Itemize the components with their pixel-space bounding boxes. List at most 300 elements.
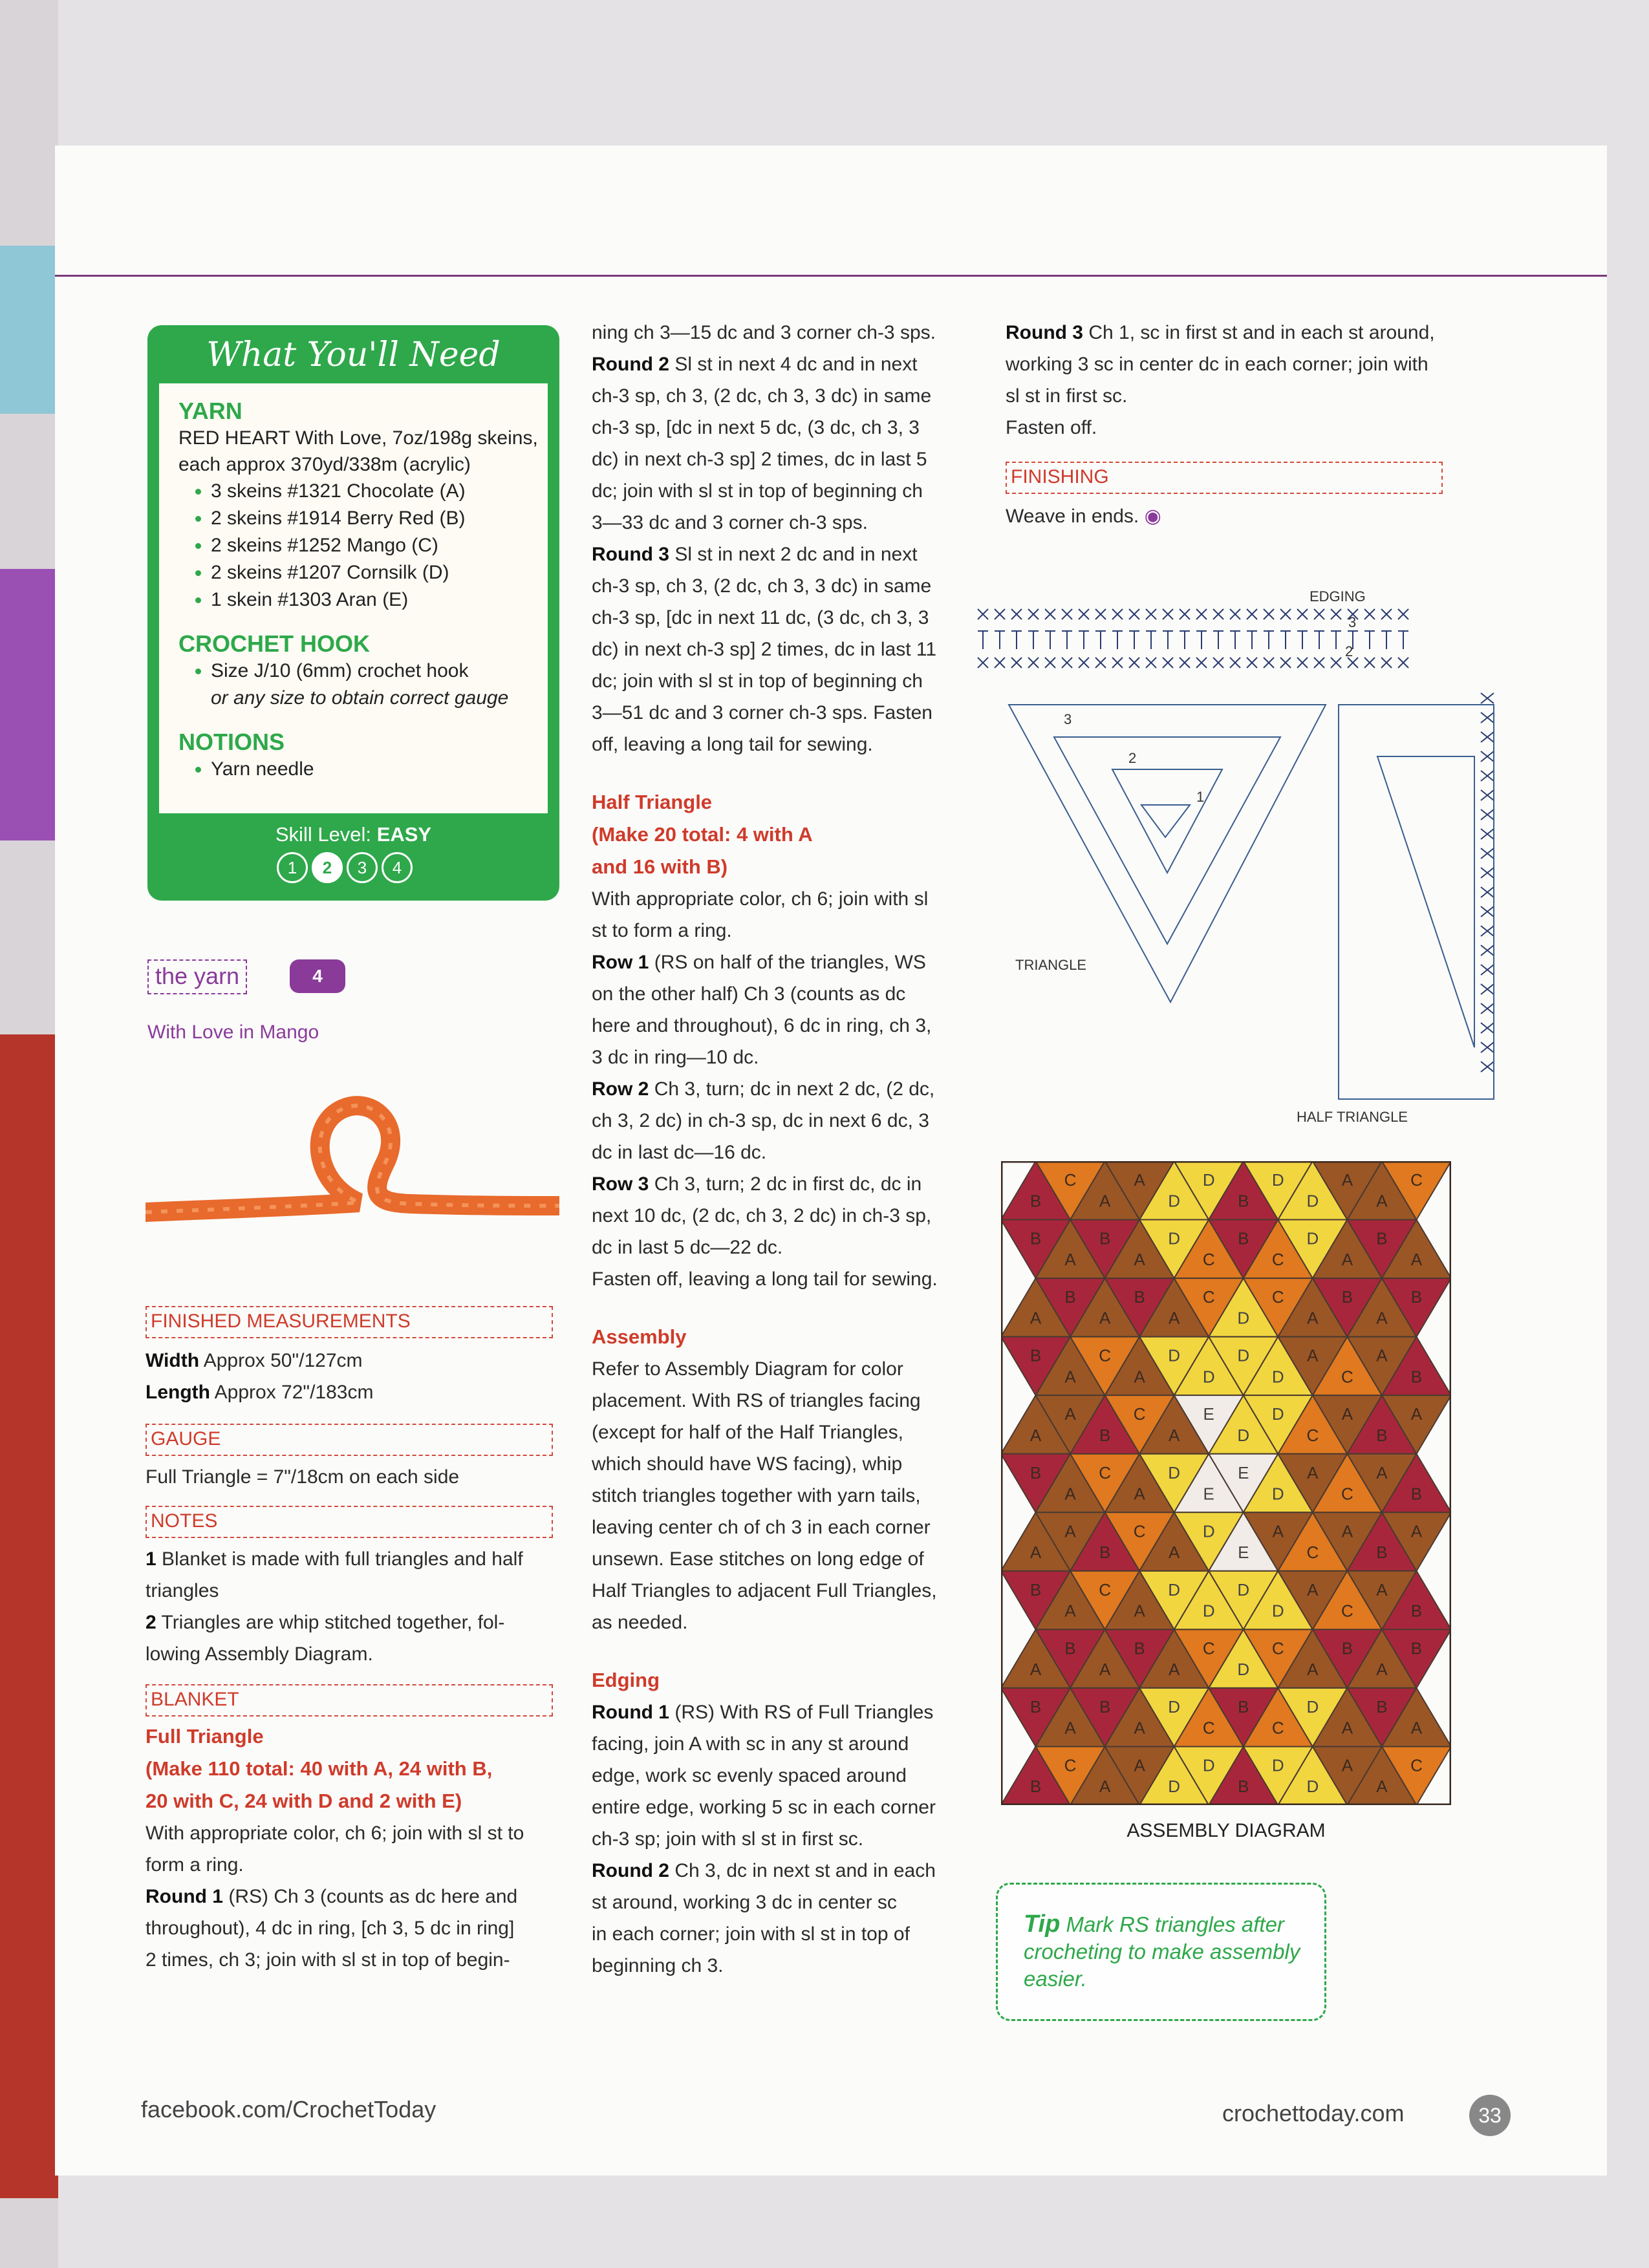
sc-stitch-symbol xyxy=(1146,609,1156,619)
dc-stitch-symbol xyxy=(1381,631,1392,649)
sc-stitch-symbol xyxy=(1011,609,1022,619)
assembly-triangle-label: D xyxy=(1271,1755,1284,1775)
sc-stitch-symbol xyxy=(1398,658,1408,668)
assembly-triangle-label: D xyxy=(1202,1755,1215,1775)
assembly-triangle-label: B xyxy=(1238,1228,1249,1248)
sc-stitch-symbol xyxy=(995,609,1005,619)
sc-stitch-symbol xyxy=(1481,809,1494,820)
sc-stitch-symbol xyxy=(1011,658,1022,668)
footer-website: crochettoday.com xyxy=(1222,2100,1405,2126)
assembly-triangle-label: A xyxy=(1064,1718,1076,1738)
sc-stitch-symbol xyxy=(1481,1023,1494,1033)
assembly-triangle-label: C xyxy=(1064,1755,1077,1775)
assembly-triangle-label: D xyxy=(1202,1601,1215,1621)
assembly-triangle-label: A xyxy=(1099,1777,1111,1797)
assembly-triangle-label: A xyxy=(1029,1542,1042,1562)
assembly-triangle-label: C xyxy=(1271,1287,1284,1307)
header-rule xyxy=(55,275,1607,277)
assembly-triangle-label: A xyxy=(1134,1601,1145,1621)
assembly-triangle-label: D xyxy=(1168,1579,1181,1599)
yarn-item: • 2 skeins #1252 Mango (C) xyxy=(211,532,541,559)
sc-stitch-symbol xyxy=(1481,1042,1494,1053)
assembly-triangle-label: B xyxy=(1099,1696,1111,1717)
dc-stitch-symbol xyxy=(1095,631,1106,649)
tip-box xyxy=(996,1883,1326,2021)
assembly-triangle-label: B xyxy=(1238,1696,1249,1717)
assembly-diagram-caption: ASSEMBLY DIAGRAM xyxy=(1126,1820,1326,1841)
assembly-triangle-label: C xyxy=(1202,1638,1215,1658)
assembly-triangle-label: A xyxy=(1029,1308,1042,1328)
page-number: 33 xyxy=(1469,2095,1511,2136)
assembly-triangle-label: B xyxy=(1029,1777,1042,1797)
assembly-triangle-label: B xyxy=(1376,1425,1388,1445)
yarn-badge-label: the yarn xyxy=(155,963,240,989)
sc-stitch-symbol xyxy=(1079,609,1089,619)
assembly-triangle-label: B xyxy=(1029,1191,1042,1211)
gauge-text: Full Triangle = 7"/18cm on each side xyxy=(146,1466,460,1488)
dc-stitch-symbol xyxy=(1196,631,1207,649)
dc-stitch-symbol xyxy=(1079,631,1089,649)
chart-round-number: 3 xyxy=(1348,614,1357,630)
skill-level-2-selected: 2 xyxy=(312,852,343,883)
assembly-triangle-label: A xyxy=(1029,1659,1042,1679)
sc-stitch-symbol xyxy=(995,658,1005,668)
assembly-triangle-label: A xyxy=(1099,1659,1111,1679)
materials-list xyxy=(159,383,548,813)
assembly-text: Refer to Assembly Diagram for color placement. With RS of triangles facing (except for half of the Half Triangles, which should have WS facing), whip stitch triangles together with yarn tails, leaving center ch of ch 3 in each corner unsewn. Ease stitches on long edge of Half Triangles to adjacent Full Triangles, as needed. xyxy=(592,1358,937,1633)
assembly-diagram xyxy=(1001,1161,1451,1805)
assembly-triangle-label: C xyxy=(1341,1484,1353,1504)
dc-stitch-symbol xyxy=(1230,631,1240,649)
chart-round-number: 2 xyxy=(1128,750,1137,766)
skill-level-scale xyxy=(277,852,413,883)
sc-stitch-symbol xyxy=(1481,790,1494,800)
assembly-triangle-label: A xyxy=(1134,1484,1145,1504)
assembly-triangle-label: A xyxy=(1169,1308,1180,1328)
sc-stitch-symbol xyxy=(1028,609,1039,619)
half-triangle-title: Half Triangle xyxy=(592,791,713,813)
assembly-triangle-label: A xyxy=(1341,1718,1353,1738)
sc-stitch-symbol xyxy=(1481,848,1494,859)
half-triangle-intro: With appropriate color, ch 6; join with sl st to form a ring. xyxy=(592,888,929,941)
sc-stitch-symbol xyxy=(1163,609,1173,619)
notions-item: • Yarn needle xyxy=(211,756,541,783)
half-triangle-row-1: Row 1 (RS on half of the triangles, WS on the other half) Ch 3 (counts as dc here and throughout), 6 dc in ring, ch 3, 3 dc in ring—10 dc. xyxy=(592,952,932,1068)
dc-stitch-symbol xyxy=(1280,631,1291,649)
sc-stitch-symbol xyxy=(1481,693,1494,703)
assembly-triangle-label: D xyxy=(1237,1659,1250,1679)
dc-stitch-symbol xyxy=(1297,631,1308,649)
sc-stitch-symbol xyxy=(1481,712,1494,723)
assembly-triangle-label: C xyxy=(1271,1250,1284,1270)
assembly-triangle-label: B xyxy=(1064,1287,1076,1307)
assembly-triangle-label: A xyxy=(1134,1170,1145,1190)
assembly-triangle-label: D xyxy=(1168,1462,1181,1482)
sc-stitch-symbol xyxy=(1481,887,1494,897)
sc-stitch-symbol xyxy=(1481,868,1494,878)
dc-stitch-symbol xyxy=(1213,631,1223,649)
sc-stitch-symbol xyxy=(1264,609,1274,619)
assembly-triangle-label: B xyxy=(1238,1777,1249,1797)
assembly-triangle-label: D xyxy=(1271,1170,1284,1190)
triangle-diagram xyxy=(1009,705,1494,1099)
assembly-triangle-label: A xyxy=(1341,1755,1353,1775)
assembly-title: Assembly xyxy=(592,1325,687,1348)
assembly-triangle-label: C xyxy=(1064,1170,1077,1190)
sc-stitch-symbol xyxy=(1398,609,1408,619)
chart-round-number: 3 xyxy=(1064,711,1072,727)
assembly-triangle-label: C xyxy=(1099,1579,1112,1599)
sc-stitch-symbol xyxy=(1079,658,1089,668)
assembly-triangle-label: A xyxy=(1272,1521,1284,1541)
assembly-triangle-label: D xyxy=(1202,1521,1215,1541)
sc-stitch-symbol xyxy=(1045,658,1055,668)
yarn-weight-icon: 4 xyxy=(290,959,345,993)
assembly-triangle-label: D xyxy=(1306,1228,1319,1248)
assembly-triangle-label: A xyxy=(1376,1659,1388,1679)
assembly-triangle-label: B xyxy=(1376,1542,1388,1562)
assembly-triangle-label: E xyxy=(1203,1484,1214,1504)
assembly-triangle-label: A xyxy=(1064,1367,1076,1387)
assembly-triangle-label: A xyxy=(1099,1308,1111,1328)
sc-stitch-symbol xyxy=(1230,609,1240,619)
sc-stitch-symbol xyxy=(1264,658,1274,668)
sc-stitch-symbol xyxy=(1062,609,1072,619)
sc-stitch-symbol xyxy=(1095,658,1106,668)
assembly-triangle-label: A xyxy=(1134,1250,1145,1270)
assembly-triangle-label: C xyxy=(1202,1250,1215,1270)
full-triangle-quantities: (Make 110 total: 40 with A, 24 with B, 20 with C, 24 with D and 2 with E) xyxy=(146,1757,493,1812)
dc-stitch-symbol xyxy=(1062,631,1072,649)
assembly-triangle-label: C xyxy=(1202,1287,1215,1307)
sc-stitch-symbol xyxy=(1364,658,1375,668)
assembly-triangle-label: B xyxy=(1099,1228,1111,1248)
assembly-triangle-label: B xyxy=(1376,1696,1388,1717)
assembly-triangle-label: B xyxy=(1134,1638,1145,1658)
assembly-triangle-label: A xyxy=(1169,1659,1180,1679)
dc-stitch-symbol xyxy=(1028,631,1039,649)
assembly-triangle-label: A xyxy=(1064,1521,1076,1541)
full-triangle-round-1: Round 1 (RS) Ch 3 (counts as dc here and throughout), 4 dc in ring, [ch 3, 5 dc in ring] 2 times, ch 3; join with sl st in top of begin- xyxy=(146,1886,518,1971)
assembly-triangle-label: A xyxy=(1169,1542,1180,1562)
assembly-triangle-label: B xyxy=(1029,1462,1042,1482)
full-triangle-round-3: Round 3 Sl st in next 2 dc and in next ch-3 sp, ch 3, (2 dc, ch 3, 3 dc) in same ch-3 sp, [dc in next 11 dc, (3 dc, ch 3, 3 dc) in next ch-3 sp] 2 times, dc in last 11 dc; join with sl st in top of beginning ch 3—51 dc and 3 corner ch-3 sps. Fasten off, leaving a long tail for sewing. xyxy=(592,544,937,755)
sc-stitch-symbol xyxy=(1247,658,1257,668)
sc-stitch-symbol xyxy=(1481,1062,1494,1072)
dc-stitch-symbol xyxy=(1146,631,1156,649)
sc-stitch-symbol xyxy=(1297,658,1308,668)
sc-stitch-symbol xyxy=(978,609,988,619)
sc-stitch-symbol xyxy=(1314,658,1324,668)
sc-stitch-symbol xyxy=(1213,609,1223,619)
chart-round-number: 1 xyxy=(1196,789,1205,805)
assembly-triangle-label: A xyxy=(1376,1462,1388,1482)
sc-stitch-symbol xyxy=(1481,945,1494,956)
chart-label-half-triangle: HALF TRIANGLE xyxy=(1297,1109,1408,1125)
assembly-triangle-label: C xyxy=(1271,1638,1284,1658)
assembly-triangle-label: C xyxy=(1306,1542,1319,1562)
full-triangle-round-2: Round 2 Sl st in next 4 dc and in next ch-3 sp, ch 3, (2 dc, ch 3, 3 dc) in same ch-3 sp, [dc in next 5 dc, (3 dc, ch 3, 3 dc) in next ch-3 sp] 2 times, dc in last 5 dc; join with sl st in top of beginning ch 3—33 dc and 3 corner ch-3 sps. xyxy=(592,354,932,533)
sc-stitch-symbol xyxy=(1481,751,1494,762)
skill-level: Skill Level: EASY xyxy=(275,823,432,846)
assembly-triangle-label: D xyxy=(1202,1367,1215,1387)
assembly-triangle-label: A xyxy=(1376,1191,1388,1211)
materials-title: What You'll Need xyxy=(206,336,501,374)
chart-round-number: 2 xyxy=(1345,643,1353,659)
assembly-triangle-label: C xyxy=(1341,1367,1353,1387)
sc-stitch-symbol xyxy=(1129,658,1139,668)
sc-stitch-symbol xyxy=(1280,658,1291,668)
assembly-triangle-label: D xyxy=(1237,1425,1250,1445)
edging-round-3: Round 3 Ch 1, sc in first st and in each st around, working 3 sc in center dc in each corner; join with sl st in first sc. Fasten off. xyxy=(1006,322,1435,438)
sc-stitch-symbol xyxy=(1331,658,1341,668)
dc-stitch-symbol xyxy=(978,631,988,649)
assembly-triangle-label: A xyxy=(1029,1425,1042,1445)
round-1-continued: ning ch 3—15 dc and 3 corner ch-3 sps. xyxy=(592,322,936,343)
materials-box xyxy=(147,325,559,901)
yarn-heading: YARN xyxy=(178,398,242,424)
assembly-triangle-label: B xyxy=(1029,1696,1042,1717)
assembly-triangle-label: B xyxy=(1376,1228,1388,1248)
hook-list xyxy=(178,658,541,712)
yarn-item: • 3 skeins #1321 Chocolate (A) xyxy=(211,478,541,505)
sc-stitch-symbol xyxy=(978,658,988,668)
assembly-triangle-label: A xyxy=(1064,1250,1076,1270)
sc-stitch-symbol xyxy=(1196,658,1207,668)
assembly-triangle-label: A xyxy=(1376,1579,1388,1599)
sc-stitch-symbol xyxy=(1213,658,1223,668)
assembly-triangle-label: C xyxy=(1099,1462,1112,1482)
yarn-badge xyxy=(147,959,247,994)
notions-list xyxy=(178,756,541,783)
assembly-triangle-label: A xyxy=(1134,1755,1145,1775)
length-line: Length Approx 72"/183cm xyxy=(146,1382,374,1403)
sc-stitch-symbol xyxy=(1331,609,1341,619)
half-triangle-row-3: Row 3 Ch 3, turn; 2 dc in first dc, dc in next 10 dc, (2 dc, ch 3, 2 dc) in ch-3 sp, dc in last 5 dc—22 dc. Fasten off, leaving a long tail for sewing. xyxy=(592,1173,938,1290)
hook-item: • Size J/10 (6mm) crochet hook or any size to obtain correct gauge xyxy=(211,658,541,712)
assembly-triangle-label: A xyxy=(1307,1659,1319,1679)
assembly-triangle-label: B xyxy=(1099,1542,1111,1562)
assembly-triangle-label: C xyxy=(1133,1521,1146,1541)
assembly-triangle-label: A xyxy=(1376,1777,1388,1797)
skill-level-4: 4 xyxy=(382,852,413,883)
assembly-triangle-label: B xyxy=(1410,1287,1423,1307)
blanket-heading: BLANKET xyxy=(146,1684,553,1717)
sc-stitch-symbol xyxy=(1481,771,1494,781)
sc-stitch-symbol xyxy=(1180,658,1190,668)
sc-stitch-symbol xyxy=(1297,609,1308,619)
assembly-triangle-label: B xyxy=(1238,1191,1249,1211)
assembly-triangle-label: D xyxy=(1306,1696,1319,1717)
assembly-triangle-label: E xyxy=(1203,1404,1214,1424)
assembly-triangle-label: A xyxy=(1134,1367,1145,1387)
yarn-item: • 1 skein #1303 Aran (E) xyxy=(211,586,541,614)
assembly-triangle-label: A xyxy=(1376,1308,1388,1328)
assembly-triangle-label: C xyxy=(1410,1170,1423,1190)
adjacent-page-strip xyxy=(0,0,58,2268)
assembly-triangle-label: D xyxy=(1271,1601,1284,1621)
assembly-triangle-label: B xyxy=(1410,1638,1423,1658)
assembly-triangle-label: A xyxy=(1410,1718,1423,1738)
assembly-triangle-label: D xyxy=(1237,1579,1250,1599)
sc-stitch-symbol xyxy=(1381,658,1392,668)
dc-stitch-symbol xyxy=(1314,631,1324,649)
assembly-triangle-label: D xyxy=(1168,1777,1181,1797)
assembly-triangle-label: B xyxy=(1134,1287,1145,1307)
stitch-chart xyxy=(976,582,1513,1138)
assembly-triangle-label: B xyxy=(1029,1579,1042,1599)
finished-measurements-heading: FINISHED MEASUREMENTS xyxy=(146,1306,553,1338)
sc-stitch-symbol xyxy=(1163,658,1173,668)
assembly-triangle-label: A xyxy=(1169,1425,1180,1445)
note-2: 2 Triangles are whip stitched together, fol- lowing Assembly Diagram. xyxy=(146,1612,505,1665)
assembly-triangle-label: B xyxy=(1341,1287,1353,1307)
assembly-triangle-label: B xyxy=(1341,1638,1353,1658)
half-triangle-row-2: Row 2 Ch 3, turn; dc in next 2 dc, (2 dc, ch 3, 2 dc) in ch-3 sp, dc in next 6 dc, 3 dc in last dc—16 dc. xyxy=(592,1078,935,1163)
dc-stitch-symbol xyxy=(1331,631,1341,649)
assembly-triangle-label: B xyxy=(1029,1345,1042,1365)
assembly-triangle-label: B xyxy=(1029,1228,1042,1248)
dc-stitch-symbol xyxy=(1398,631,1408,649)
sc-stitch-symbol xyxy=(1230,658,1240,668)
yarn-list xyxy=(178,478,541,614)
assembly-triangle-label: D xyxy=(1271,1367,1284,1387)
assembly-triangle-label: D xyxy=(1168,1228,1181,1248)
assembly-triangle-label: D xyxy=(1237,1345,1250,1365)
sc-stitch-symbol xyxy=(1062,658,1072,668)
assembly-triangle-label: A xyxy=(1410,1404,1423,1424)
assembly-triangle-label: D xyxy=(1202,1170,1215,1190)
edging-title: Edging xyxy=(592,1669,660,1691)
sc-stitch-symbol xyxy=(1481,1003,1494,1014)
yarn-description: RED HEART With Love, 7oz/198g skeins, each approx 370yd/338m (acrylic) xyxy=(178,427,538,475)
assembly-triangle-label: D xyxy=(1271,1404,1284,1424)
assembly-triangle-label: B xyxy=(1410,1484,1423,1504)
sc-stitch-symbol xyxy=(1045,609,1055,619)
assembly-triangle-label: A xyxy=(1410,1250,1423,1270)
sc-stitch-symbol xyxy=(1364,609,1375,619)
chart-label-edging: EDGING xyxy=(1310,588,1366,604)
full-triangle-title: Full Triangle xyxy=(146,1725,264,1748)
assembly-triangle-label: C xyxy=(1341,1601,1353,1621)
sc-stitch-symbol xyxy=(1481,906,1494,917)
sc-stitch-symbol xyxy=(1247,609,1257,619)
assembly-triangle-label: C xyxy=(1202,1718,1215,1738)
assembly-triangle-label: A xyxy=(1307,1579,1319,1599)
edging-round-1: Round 1 (RS) With RS of Full Triangles facing, join A with sc in any st around edge, work sc evenly spaced around entire edge, working 5 sc in each corner ch-3 sp; join with sl st in first sc. xyxy=(592,1702,936,1850)
yarn-item: • 2 skeins #1914 Berry Red (B) xyxy=(211,505,541,532)
assembly-triangle-label: D xyxy=(1168,1191,1181,1211)
dc-stitch-symbol xyxy=(1264,631,1274,649)
dc-stitch-symbol xyxy=(1112,631,1123,649)
yarn-item: • 2 skeins #1207 Cornsilk (D) xyxy=(211,559,541,586)
sc-stitch-symbol xyxy=(1180,609,1190,619)
dc-stitch-symbol xyxy=(1163,631,1173,649)
footer-facebook: facebook.com/CrochetToday xyxy=(141,2096,436,2123)
dc-stitch-symbol xyxy=(1180,631,1190,649)
tip-text: Tip Mark RS triangles after crocheting to make assembly easier. xyxy=(1024,1910,1300,1991)
edging-round-2: Round 2 Ch 3, dc in next st and in each st around, working 3 dc in center sc in each corner; join with sl st in top of beginning ch 3. xyxy=(592,1860,936,1976)
sc-stitch-symbol xyxy=(1481,732,1494,742)
assembly-triangle-label: B xyxy=(1099,1425,1111,1445)
assembly-triangle-label: D xyxy=(1168,1696,1181,1717)
assembly-triangle-label: E xyxy=(1238,1462,1249,1482)
sc-stitch-symbol xyxy=(1280,609,1291,619)
half-triangle-quantities: (Make 20 total: 4 with A and 16 with B) xyxy=(592,823,813,878)
sc-stitch-symbol xyxy=(1028,658,1039,668)
finishing-heading: FINISHING xyxy=(1006,462,1443,494)
assembly-triangle-label: A xyxy=(1064,1484,1076,1504)
skill-level-3: 3 xyxy=(347,852,378,883)
assembly-triangle-label: B xyxy=(1410,1367,1423,1387)
assembly-triangle-label: B xyxy=(1064,1638,1076,1658)
assembly-triangle-label: A xyxy=(1376,1345,1388,1365)
assembly-triangle-label: C xyxy=(1099,1345,1112,1365)
finishing-text: Weave in ends. ◉ xyxy=(1006,506,1161,527)
assembly-triangle-label: A xyxy=(1341,1404,1353,1424)
sc-stitch-symbol xyxy=(1095,609,1106,619)
end-mark-icon: ◉ xyxy=(1144,506,1161,527)
sc-stitch-symbol xyxy=(1146,658,1156,668)
assembly-triangle-label: D xyxy=(1306,1191,1319,1211)
sc-stitch-symbol xyxy=(1481,965,1494,975)
width-line: Width Approx 50"/127cm xyxy=(146,1350,363,1371)
dc-stitch-symbol xyxy=(1247,631,1257,649)
sc-stitch-symbol xyxy=(1112,658,1123,668)
sc-stitch-symbol xyxy=(1381,609,1392,619)
dc-stitch-symbol xyxy=(1364,631,1375,649)
assembly-triangle-label: A xyxy=(1307,1345,1319,1365)
assembly-triangle-label: A xyxy=(1307,1308,1319,1328)
skill-level-1: 1 xyxy=(277,852,308,883)
assembly-triangle-label: A xyxy=(1134,1718,1145,1738)
assembly-triangle-label: A xyxy=(1099,1191,1111,1211)
assembly-triangle-label: D xyxy=(1271,1484,1284,1504)
assembly-triangle-label: C xyxy=(1410,1755,1423,1775)
notions-heading: NOTIONS xyxy=(178,729,285,755)
yarn-sample-image xyxy=(146,1080,559,1228)
dc-stitch-symbol xyxy=(1011,631,1022,649)
assembly-triangle-label: A xyxy=(1341,1521,1353,1541)
assembly-triangle-label: C xyxy=(1133,1404,1146,1424)
assembly-triangle-label: A xyxy=(1307,1462,1319,1482)
dc-stitch-symbol xyxy=(1129,631,1139,649)
full-triangle-intro: With appropriate color, ch 6; join with sl st to form a ring. xyxy=(146,1823,524,1876)
assembly-triangle-label: A xyxy=(1410,1521,1423,1541)
sc-stitch-symbol xyxy=(1481,984,1494,994)
yarn-caption: With Love in Mango xyxy=(147,1022,319,1043)
chart-label-triangle: TRIANGLE xyxy=(1015,957,1087,973)
hook-heading: CROCHET HOOK xyxy=(178,630,370,657)
sc-stitch-symbol xyxy=(1314,609,1324,619)
assembly-triangle-label: A xyxy=(1064,1601,1076,1621)
dc-stitch-symbol xyxy=(995,631,1005,649)
assembly-triangle-label: D xyxy=(1168,1345,1181,1365)
sc-stitch-symbol xyxy=(1129,609,1139,619)
note-1: 1 Blanket is made with full triangles and half triangles xyxy=(146,1548,523,1601)
assembly-triangle-label: A xyxy=(1064,1404,1076,1424)
assembly-triangle-label: C xyxy=(1271,1718,1284,1738)
gauge-heading: GAUGE xyxy=(146,1424,553,1456)
assembly-triangle-label: D xyxy=(1237,1308,1250,1328)
assembly-triangle-label: A xyxy=(1341,1250,1353,1270)
sc-stitch-symbol xyxy=(1112,609,1123,619)
notes-heading: NOTES xyxy=(146,1506,553,1538)
assembly-triangle-label: C xyxy=(1306,1425,1319,1445)
assembly-triangle-label: A xyxy=(1341,1170,1353,1190)
assembly-triangle-label: B xyxy=(1410,1601,1423,1621)
sc-stitch-symbol xyxy=(1481,829,1494,839)
